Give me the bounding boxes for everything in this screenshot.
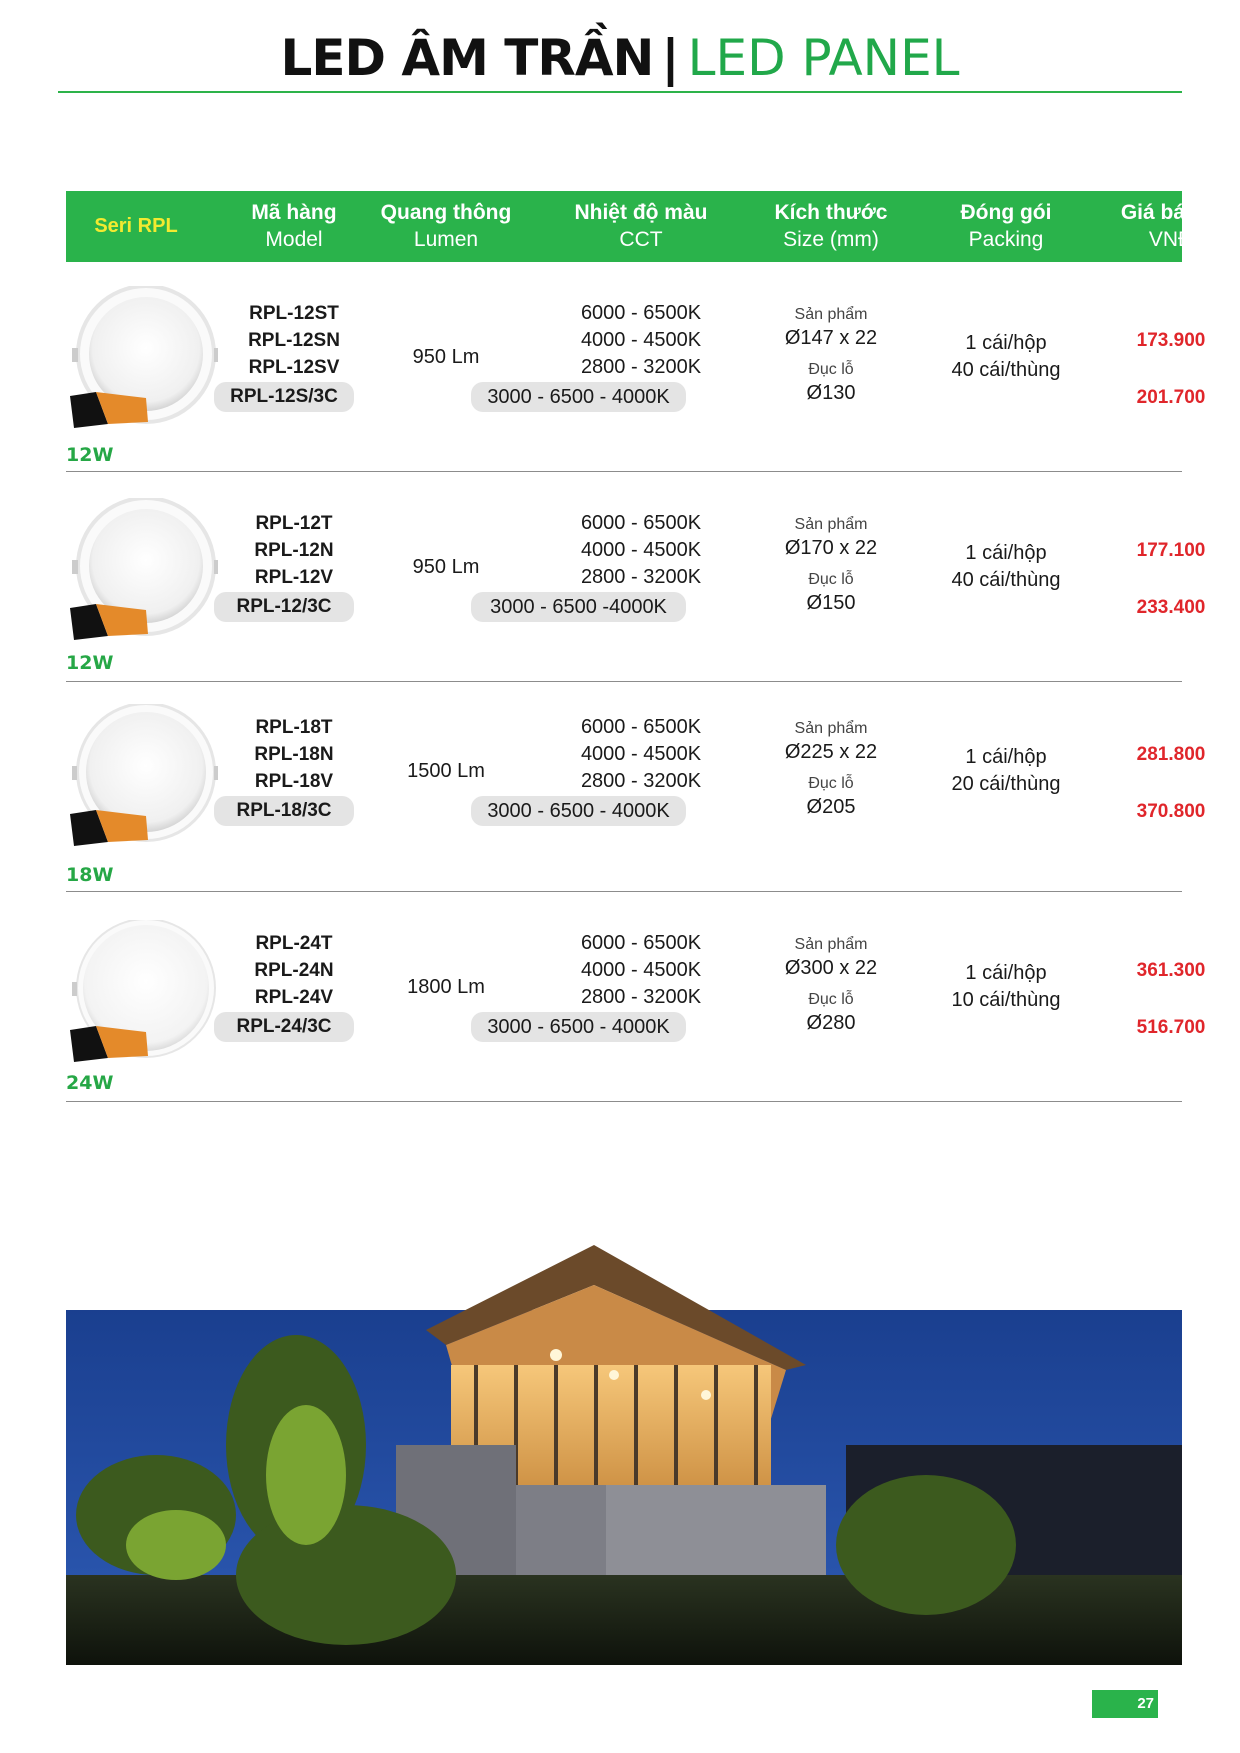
size-product-value: Ø300 x 22	[784, 957, 878, 979]
model-code: RPL-12V	[254, 567, 334, 588]
row-divider	[66, 1101, 1182, 1102]
page-title	[0, 28, 1240, 88]
price-standard: 173.900	[1136, 330, 1206, 351]
size-cutout-label: Đục lỗ	[808, 571, 854, 588]
lumen-value: 950 Lm	[412, 346, 480, 368]
price-3c: 201.700	[1136, 387, 1206, 408]
cct-value: 2800 - 3200K	[580, 770, 702, 792]
size-info	[746, 514, 916, 616]
size-product-label: Sản phẩm	[794, 516, 868, 533]
cct-value: 2800 - 3200K	[580, 356, 702, 378]
header-cct-en: CCT	[619, 228, 663, 251]
table-row	[66, 682, 1206, 892]
size-info	[746, 718, 916, 820]
model-3c-badge: RPL-24/3C	[214, 1012, 354, 1042]
table-header	[66, 191, 1222, 262]
price-3c: 370.800	[1136, 801, 1206, 822]
header-price	[1086, 191, 1240, 262]
size-product-value: Ø147 x 22	[784, 327, 878, 349]
model-code: RPL-12SN	[248, 330, 340, 351]
packing-carton: 10 cái/thùng	[951, 989, 1061, 1011]
size-cutout-value: Ø205	[806, 796, 856, 818]
model-3c-badge: RPL-12/3C	[214, 592, 354, 622]
lumen-value: 1800 Lm	[407, 976, 485, 998]
model-code: RPL-18V	[254, 771, 334, 792]
size-info	[746, 934, 916, 1036]
table-row	[66, 472, 1206, 682]
led-panel-image	[68, 498, 218, 648]
table-row	[66, 262, 1206, 472]
price-standard: 177.100	[1136, 540, 1206, 561]
size-product-label: Sản phẩm	[794, 720, 868, 737]
wattage-label: 18W	[66, 864, 114, 886]
size-product-value: Ø225 x 22	[784, 741, 878, 763]
cct-value: 4000 - 4500K	[580, 539, 702, 561]
header-size-en: Size (mm)	[783, 228, 879, 251]
led-panel-image	[68, 704, 218, 854]
size-cutout-label: Đục lỗ	[808, 991, 854, 1008]
model-code: RPL-12T	[255, 513, 333, 534]
wattage-label: 12W	[66, 652, 114, 674]
price-standard: 361.300	[1136, 960, 1206, 981]
price-3c: 233.400	[1136, 597, 1206, 618]
packing-carton: 40 cái/thùng	[951, 569, 1061, 591]
header-cct-vi: Nhiệt độ màu	[574, 201, 708, 224]
table-row	[66, 892, 1206, 1102]
header-packing	[916, 191, 1096, 262]
model-code: RPL-24T	[255, 933, 333, 954]
model-list	[214, 714, 374, 795]
model-code: RPL-18T	[255, 717, 333, 738]
model-code: RPL-12ST	[249, 303, 339, 324]
cct-value: 6000 - 6500K	[580, 302, 702, 324]
size-product-label: Sản phẩm	[794, 936, 868, 953]
cct-value: 4000 - 4500K	[580, 329, 702, 351]
size-info	[746, 304, 916, 406]
header-model-vi: Mã hàng	[251, 201, 337, 224]
title-bold: LED ÂM TRẦN	[280, 29, 654, 87]
size-cutout-label: Đục lỗ	[808, 775, 854, 792]
header-lumen-vi: Quang thông	[380, 201, 512, 224]
title-underline	[58, 91, 1182, 93]
page-number: 27	[1092, 1690, 1158, 1718]
model-list	[214, 300, 374, 381]
size-product-value: Ø170 x 22	[784, 537, 878, 559]
header-size-vi: Kích thước	[774, 201, 888, 224]
model-3c-badge: RPL-12S/3C	[214, 382, 354, 412]
size-product-label: Sản phẩm	[794, 306, 868, 323]
led-panel-image	[68, 920, 218, 1070]
packing-box: 1 cái/hộp	[965, 542, 1047, 564]
night-house-photo	[66, 1245, 1182, 1665]
cct-3c-badge: 3000 - 6500 -4000K	[471, 592, 686, 622]
cct-value: 4000 - 4500K	[580, 959, 702, 981]
header-packing-vi: Đóng gói	[960, 201, 1052, 224]
model-code: RPL-12N	[254, 540, 334, 561]
size-cutout-value: Ø130	[806, 382, 856, 404]
model-code: RPL-24V	[254, 987, 334, 1008]
cct-value: 2800 - 3200K	[580, 986, 702, 1008]
cct-3c-badge: 3000 - 6500 - 4000K	[471, 1012, 686, 1042]
cct-value: 6000 - 6500K	[580, 932, 702, 954]
led-panel-image	[68, 286, 218, 436]
title-separator: |	[661, 29, 680, 87]
packing-box: 1 cái/hộp	[965, 962, 1047, 984]
header-lumen	[366, 191, 526, 262]
model-3c-badge: RPL-18/3C	[214, 796, 354, 826]
cct-3c-badge: 3000 - 6500 - 4000K	[471, 382, 686, 412]
header-model-en: Model	[265, 228, 323, 251]
header-lumen-en: Lumen	[413, 228, 479, 251]
size-cutout-value: Ø150	[806, 592, 856, 614]
packing-box: 1 cái/hộp	[965, 746, 1047, 768]
wattage-label: 24W	[66, 1072, 114, 1094]
header-size	[746, 191, 916, 262]
cct-value: 6000 - 6500K	[580, 512, 702, 534]
model-code: RPL-18N	[254, 744, 334, 765]
header-series: Seri RPL	[94, 215, 178, 237]
size-cutout-label: Đục lỗ	[808, 361, 854, 378]
size-cutout-value: Ø280	[806, 1012, 856, 1034]
cct-3c-badge: 3000 - 6500 - 4000K	[471, 796, 686, 826]
lumen-value: 950 Lm	[412, 556, 480, 578]
wattage-label: 12W	[66, 444, 114, 466]
lumen-value: 1500 Lm	[407, 760, 485, 782]
header-model	[214, 191, 374, 262]
packing-carton: 20 cái/thùng	[951, 773, 1061, 795]
model-list	[214, 930, 374, 1011]
price-standard: 281.800	[1136, 744, 1206, 765]
packing-carton: 40 cái/thùng	[951, 359, 1061, 381]
cct-value: 4000 - 4500K	[580, 743, 702, 765]
model-code: RPL-24N	[254, 960, 334, 981]
header-packing-en: Packing	[968, 228, 1044, 251]
header-price-en: VNĐ	[1148, 228, 1194, 251]
model-list	[214, 510, 374, 591]
header-cct	[526, 191, 756, 262]
header-price-vi: Giá bán lẻ	[1120, 201, 1222, 224]
packing-box: 1 cái/hộp	[965, 332, 1047, 354]
cct-value: 6000 - 6500K	[580, 716, 702, 738]
cct-value: 2800 - 3200K	[580, 566, 702, 588]
price-3c: 516.700	[1136, 1017, 1206, 1038]
title-light: LED PANEL	[687, 29, 960, 87]
model-code: RPL-12SV	[248, 357, 340, 378]
